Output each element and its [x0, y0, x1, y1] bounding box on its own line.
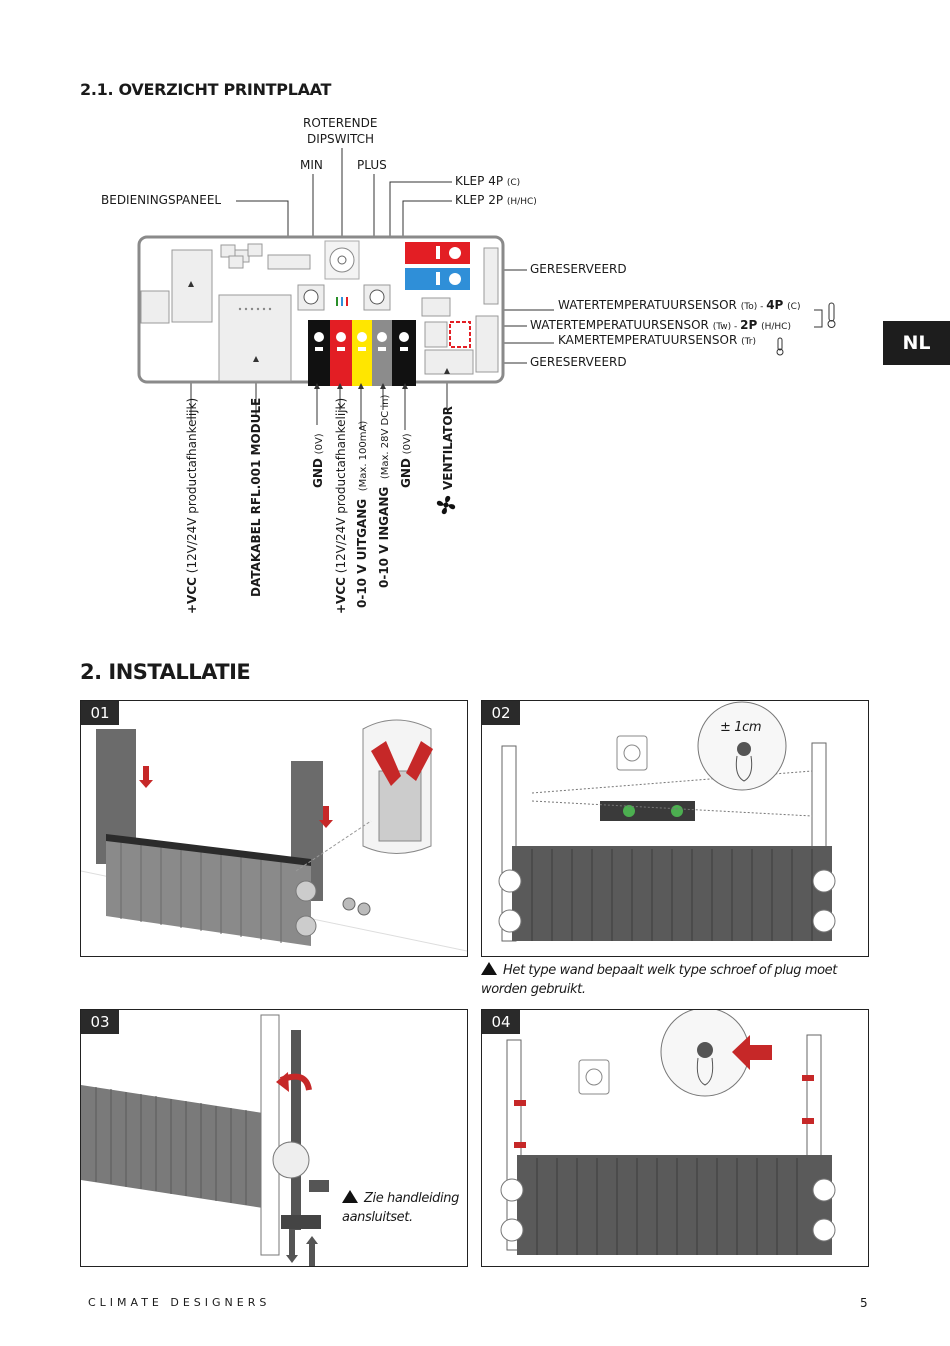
step-number: 01: [81, 701, 119, 725]
label-min: MIN: [300, 158, 323, 172]
warning-icon: [342, 1190, 358, 1203]
label-plus: PLUS: [357, 158, 387, 172]
terminal-gnd2: [392, 320, 416, 386]
step-03-illustration: [81, 1010, 467, 1266]
label-uitgang: 0-10 V UITGANG (Max. 100mA): [355, 420, 369, 608]
language-tab: NL: [883, 321, 950, 365]
installatie-heading: 2. INSTALLATIE: [80, 660, 251, 684]
step-04-panel: [481, 1009, 869, 1267]
label-gnd-1: GND (0V): [311, 433, 325, 488]
step-02-note: Het type wand bepaalt welk type schroef of plug moet worden gebruikt.: [481, 963, 837, 997]
step-03-note: Zie handleiding aansluitset.: [342, 1191, 459, 1225]
label-bedieningspaneel: BEDIENINGSPANEEL: [101, 193, 222, 207]
terminal-uitgang: [352, 320, 372, 386]
terminal-vcc: [330, 320, 352, 386]
label-klep4p: KLEP 4P (C): [455, 174, 521, 188]
page-number: 5: [860, 1296, 868, 1310]
label-kamer: KAMERTEMPERATUURSENSOR (Tr): [558, 333, 757, 347]
section-heading: 2.1. OVERZICHT PRINTPLAAT: [80, 80, 332, 99]
step-01-panel: [80, 700, 468, 957]
step-04-illustration: [482, 1010, 868, 1266]
label-gereserveerd-bottom: GERESERVEERD: [530, 355, 627, 369]
thermometer-icon: [777, 338, 783, 355]
label-roterende: ROTERENDE: [303, 116, 378, 130]
label-klep2p: KLEP 2P (H/HC): [455, 193, 537, 207]
fan-icon: [437, 496, 455, 514]
thermometer-icon: [828, 303, 835, 328]
step-number: 02: [482, 701, 520, 725]
step-number: 03: [81, 1010, 119, 1034]
label-ingang: 0-10 V INGANG (Max. 28V DC in): [377, 394, 391, 588]
step-02-panel: [481, 700, 869, 957]
label-datakabel: DATAKABEL RFL.001 MODULE: [249, 397, 263, 597]
terminal-gnd: [308, 320, 330, 386]
footer-brand: CLIMATE DESIGNERS: [88, 1296, 271, 1309]
label-ventilator: VENTILATOR: [441, 406, 455, 490]
step-02-illustration: [482, 701, 868, 956]
label-gereserveerd-top: GERESERVEERD: [530, 262, 627, 276]
step-number: 04: [482, 1010, 520, 1034]
label-vcc-2: +VCC (12V/24V productafhankelijk): [334, 397, 348, 614]
label-water-tw: WATERTEMPERATUURSENSOR (Tw) - 2P (H/HC): [530, 318, 791, 332]
pcb-diagram: [0, 0, 950, 660]
label-dipswitch: DIPSWITCH: [307, 132, 375, 146]
dimension-label: ± 1cm: [720, 720, 762, 735]
label-vcc-1: +VCC (12V/24V productafhankelijk): [185, 397, 199, 614]
step-01-illustration: [81, 701, 467, 956]
label-gnd-2: GND (0V): [399, 433, 413, 488]
label-water-to: WATERTEMPERATUURSENSOR (To) - 4P (C): [558, 298, 801, 312]
step-03-panel: [80, 1009, 468, 1267]
terminal-ingang: [372, 320, 392, 386]
warning-icon: [481, 962, 497, 975]
